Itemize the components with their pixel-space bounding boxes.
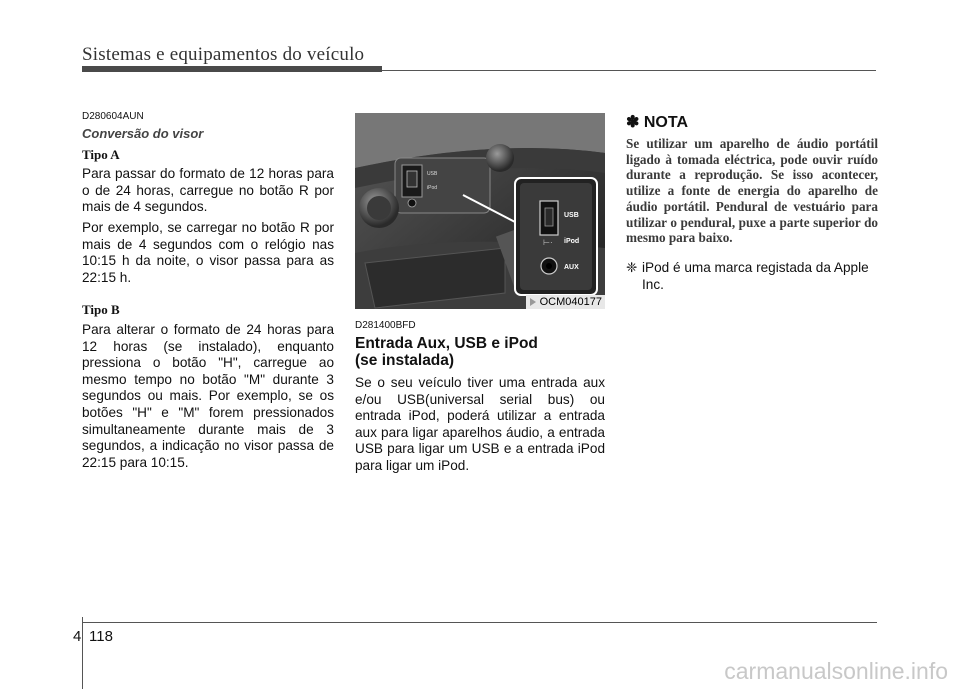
column-right — [626, 111, 878, 293]
svg-text:⊢·: ⊢· — [543, 238, 553, 247]
paragraph: Para passar do formato de 12 horas para o de 24 horas, carregue no botão R por mais de 4 segundos. — [82, 166, 334, 215]
ipod-small-label: iPod — [427, 185, 438, 191]
tipo-a-heading: Tipo A — [82, 146, 120, 162]
usb-label: USB — [564, 212, 579, 219]
watermark: carmanualsonline.info — [724, 658, 948, 684]
section-code: D280604AUN — [82, 111, 144, 122]
aux-usb-ipod-photo — [355, 113, 605, 309]
nota-title: ✽ NOTA — [626, 114, 688, 131]
console-illustration — [355, 113, 605, 309]
section-title-line2: (se instalada) — [355, 352, 455, 369]
ipod-label: iPod — [564, 238, 580, 245]
usb-small-label: USB — [427, 171, 438, 177]
paragraph: Para alterar o formato de 24 horas para 12 horas (se instalado), enquanto pressiona o botão "H", carregue ao mesmo tempo no botão "M" durante 3 segundos ou mais. Por exemplo, se os botões "H" e "M" forem pressionados simultaneamente durante mais de 3 segundos, a indicação no visor passa de 22:15 para 10:15. — [82, 321, 334, 470]
knob-right — [486, 144, 514, 172]
section-header-title: Sistemas e equipamentos do veículo — [82, 44, 365, 65]
paragraph: Por exemplo, se carregar no botão R por mais de 4 segundos com o relógio nas 10:15 h da noite, o visor passa para as 22:15 h. — [82, 219, 334, 285]
paragraph: Se o seu veículo tiver uma entrada aux e/ou USB(universal serial bus) ou entrada iPod, poderá utilizar a entrada aux para ligar aparelhos áudio, a entrada USB para ligar um USB e a entrada iPod para ligar um iPod. — [355, 375, 605, 473]
section-title-line1: Entrada Aux, USB e iPod — [355, 335, 538, 352]
aux-label: AUX — [564, 264, 579, 271]
note-text: iPod é uma marca registada da Apple Inc. — [642, 259, 869, 292]
figure-id: OCM040177 — [526, 295, 605, 309]
section-code: D281400BFD — [355, 320, 416, 331]
header-line — [382, 70, 876, 71]
section-subtitle: Conversão do visor — [82, 126, 204, 141]
tipo-b-heading: Tipo B — [82, 302, 120, 318]
page-number: 118 — [89, 628, 113, 645]
trademark-note — [626, 260, 878, 293]
header-bar — [82, 66, 382, 72]
nota-body: Se utilizar um aparelho de áudio portátil ligado à tomada eléctrica, pode ouvir ruído durante a reprodução. Se isso acontecer, utilize a fonte de energia do aparelho de áudio portátil. Pendural de vestuário para utilizar o pendural, puxe a parte superior do mesmo para baixo. — [626, 136, 878, 246]
column-left — [82, 111, 334, 475]
footer-vertical-rule — [82, 617, 83, 689]
chapter-number: 4 — [73, 628, 82, 645]
section-title — [355, 335, 605, 369]
note-mark-icon: ❈ — [626, 259, 638, 275]
footer-horizontal-rule — [82, 622, 877, 623]
column-middle — [355, 111, 605, 479]
